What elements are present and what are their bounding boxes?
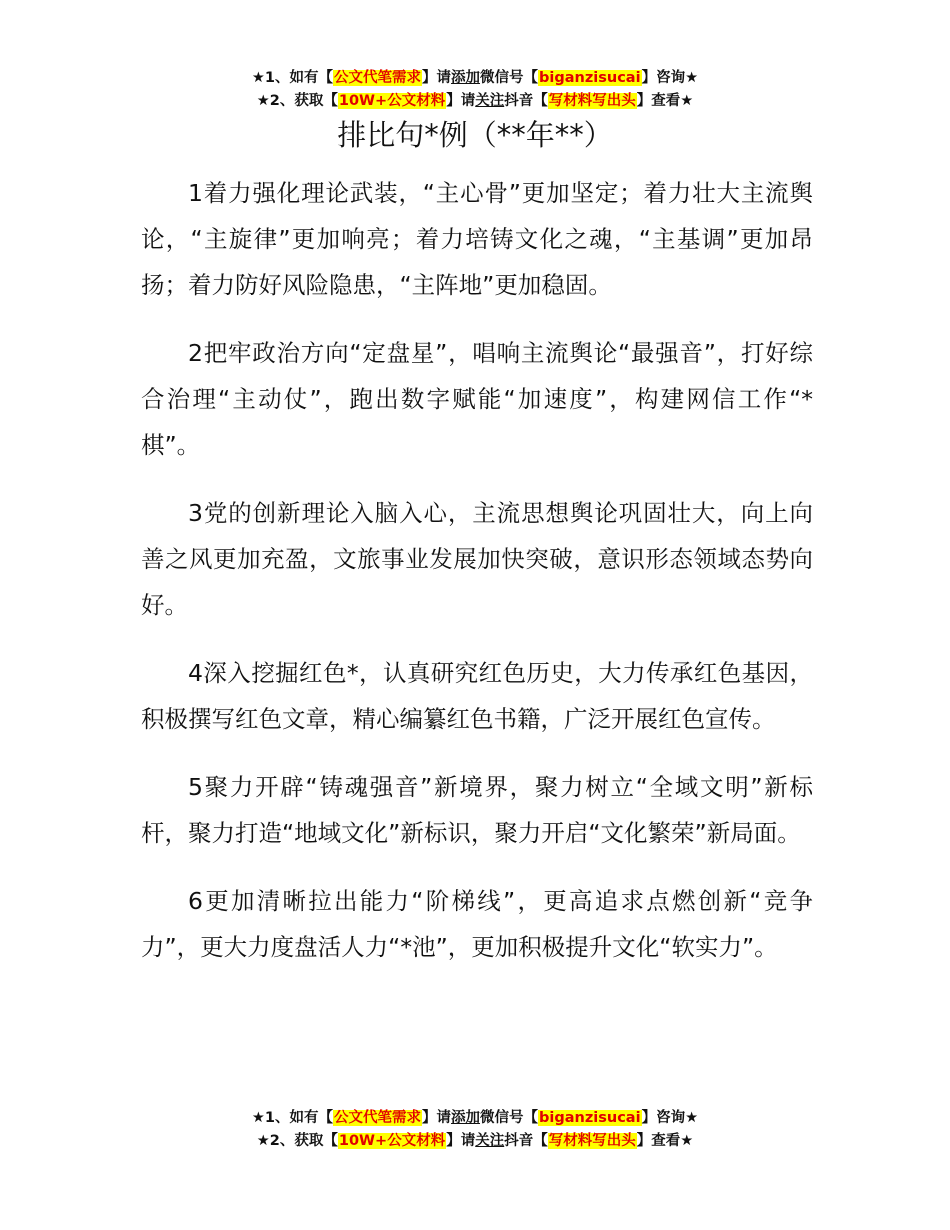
paragraph-3: 3党的创新理论入脑入心，主流思想舆论巩固壮大，向上向善之风更加充盈，文旅事业发展加快突破，意识形态领域态势向好。 bbox=[141, 499, 813, 619]
promo-text: 微信号【 bbox=[480, 70, 539, 86]
document-body bbox=[141, 170, 813, 992]
promo-text: 】请 bbox=[422, 70, 452, 86]
promo-text: ★2、获取【 bbox=[256, 1133, 338, 1149]
promo-underlined-text: 添加 bbox=[451, 1110, 481, 1126]
promo-underlined-text: 关注 bbox=[475, 93, 505, 109]
promo-text: 微信号【 bbox=[480, 1110, 539, 1126]
document-title: 排比句*例（**年**） bbox=[337, 118, 613, 152]
promo-text: 】请 bbox=[422, 1110, 452, 1126]
paragraph-4: 4深入挖掘红色*，认真研究红色历史，大力传承红色基因，积极撰写红色文章，精心编纂红色书籍，广泛开展红色宣传。 bbox=[141, 659, 813, 733]
header-promo-banner bbox=[0, 67, 950, 113]
promo-text: 】咨询★ bbox=[641, 70, 699, 86]
promo-highlight: 公文代笔需求 bbox=[334, 1110, 422, 1126]
promo-line-2 bbox=[0, 1130, 950, 1153]
promo-text: 抖音【 bbox=[504, 1133, 548, 1149]
footer-promo-banner bbox=[0, 1107, 950, 1153]
promo-line-2 bbox=[0, 90, 950, 113]
promo-text: 抖音【 bbox=[504, 93, 548, 109]
promo-line-1 bbox=[0, 1107, 950, 1130]
promo-underlined-text: 关注 bbox=[475, 1133, 505, 1149]
promo-text: ★1、如有【 bbox=[251, 70, 334, 86]
promo-text: ★1、如有【 bbox=[251, 1110, 334, 1126]
promo-text: 】请 bbox=[446, 93, 476, 109]
promo-wechat-id: biganzisucai bbox=[539, 70, 641, 86]
promo-line-1 bbox=[0, 67, 950, 90]
promo-text: 】查看★ bbox=[636, 1133, 694, 1149]
promo-douyin-account: 写材料写出头 bbox=[548, 93, 636, 109]
paragraph-6: 6更加清晰拉出能力“阶梯线”，更高追求点燃创新“竞争力”，更大力度盘活人力“*池”，更加积极提升文化“软实力”。 bbox=[141, 887, 813, 961]
promo-text: 】请 bbox=[446, 1133, 476, 1149]
promo-highlight: 公文代笔需求 bbox=[334, 70, 422, 86]
promo-text: 】咨询★ bbox=[641, 1110, 699, 1126]
paragraph-5: 5聚力开辟“铸魂强音”新境界，聚力树立“全域文明”新标杆，聚力打造“地域文化”新标识，聚力开启“文化繁荣”新局面。 bbox=[141, 773, 813, 847]
promo-wechat-id: biganzisucai bbox=[539, 1110, 641, 1126]
promo-highlight: 10W+公文材料 bbox=[338, 93, 446, 109]
promo-douyin-account: 写材料写出头 bbox=[548, 1133, 636, 1149]
paragraph-1: 1着力强化理论武装，“主心骨”更加坚定；着力壮大主流舆论，“主旋律”更加响亮；着力培铸文化之魂，“主基调”更加昂扬；着力防好风险隐患，“主阵地”更加稳固。 bbox=[141, 179, 813, 299]
promo-highlight: 10W+公文材料 bbox=[338, 1133, 446, 1149]
promo-underlined-text: 添加 bbox=[451, 70, 481, 86]
promo-text: ★2、获取【 bbox=[256, 93, 338, 109]
paragraph-2: 2把牢政治方向“定盘星”，唱响主流舆论“最强音”，打好综合治理“主动仗”，跑出数字赋能“加速度”，构建网信工作“*棋”。 bbox=[141, 339, 813, 459]
promo-text: 】查看★ bbox=[636, 93, 694, 109]
